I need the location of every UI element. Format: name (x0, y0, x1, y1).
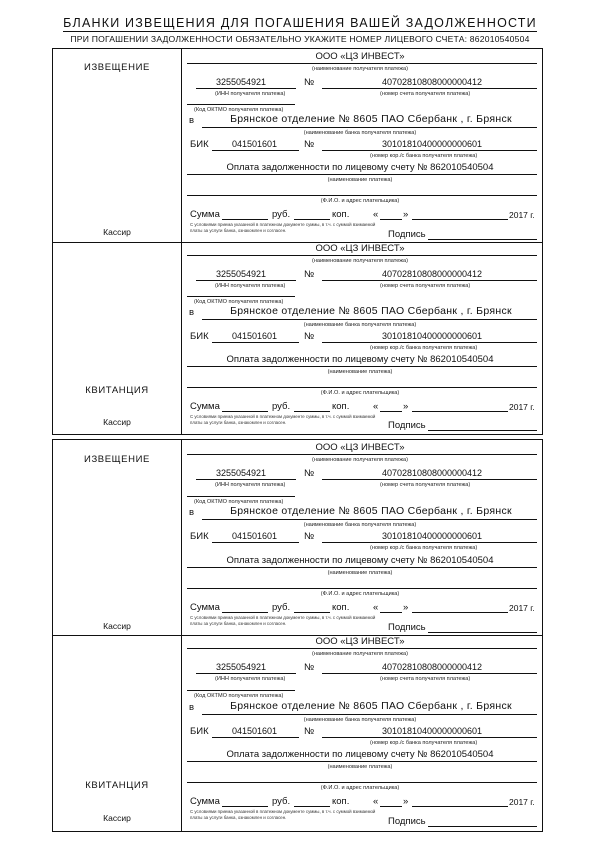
date-close: » (403, 401, 409, 412)
underline (322, 542, 537, 543)
coupon-left-panel (53, 243, 182, 435)
underline (212, 737, 299, 738)
account-value: 40702810808000000412 (381, 468, 483, 478)
cashier-label: Кассир (103, 621, 131, 631)
account-caption: (номер счета получателя платежа) (380, 482, 471, 488)
recipient-name-caption: (наименование получателя платежа) (311, 258, 409, 264)
underline (196, 280, 296, 281)
oktmo-underline (187, 296, 295, 297)
coupon-form (182, 636, 542, 832)
inn-value: 3255054921 (215, 77, 267, 87)
terms-text: С условиями приема указанной в платежном документе суммы, в т.ч. с суммой взимаемой платы за услуги банка, ознакомлен и согласен. (190, 222, 376, 233)
payer-caption: (Ф.И.О. и адрес плательщика) (320, 591, 400, 597)
recipient-name: ООО «ЦЗ ИНВЕСТ» (315, 51, 405, 62)
rub-field (222, 612, 268, 613)
kop-label: коп. (332, 209, 350, 220)
payment-name: Оплата задолженности по лицевому счету № 862010540504 (226, 162, 494, 173)
underline (187, 454, 537, 455)
receipt-coupon (53, 242, 542, 435)
year: 2017 г. (509, 603, 535, 613)
oktmo-underline (187, 690, 295, 691)
recipient-name: ООО «ЦЗ ИНВЕСТ» (315, 243, 405, 254)
underline (196, 673, 296, 674)
payment-caption: (наименование платежа) (327, 177, 393, 183)
cashier-label: Кассир (103, 417, 131, 427)
underline (196, 88, 296, 89)
notice-title: ИЗВЕЩЕНИЕ (84, 454, 150, 465)
day-field (380, 806, 402, 807)
date-close: » (403, 602, 409, 613)
recipient-name: ООО «ЦЗ ИНВЕСТ» (315, 442, 405, 453)
terms-text: С условиями приема указанной в платежном документе суммы, в т.ч. с суммой взимаемой платы за услуги банка, ознакомлен и согласен. (190, 414, 376, 425)
payment-name: Оплата задолженности по лицевому счету № 862010540504 (226, 749, 494, 760)
underline (187, 761, 537, 762)
bank-caption: (наименование банка получателя платежа) (303, 522, 417, 528)
date-close: » (403, 209, 409, 220)
bank-prefix: в (189, 507, 195, 518)
underline (322, 88, 537, 89)
corr-caption: (номер кор./с банка получателя платежа) (370, 740, 478, 746)
underline (212, 342, 299, 343)
underline (202, 127, 537, 128)
rub-field (222, 806, 268, 807)
oktmo-caption: (Код ОКТМО получателя платежа) (194, 693, 284, 699)
payment-name: Оплата задолженности по лицевому счету № 862010540504 (226, 354, 494, 365)
coupon-left-panel (53, 49, 182, 242)
underline (187, 63, 537, 64)
rub-field (222, 219, 268, 220)
oktmo-underline (187, 104, 295, 105)
signature-field (428, 239, 537, 240)
account-value: 40702810808000000412 (381, 77, 483, 87)
bik-label: БИК (190, 531, 209, 542)
page-title: БЛАНКИ ИЗВЕЩЕНИЯ ДЛЯ ПОГАШЕНИЯ ВАШЕЙ ЗАДОЛЖЕННОСТИ (63, 16, 537, 30)
kop-label: коп. (332, 401, 350, 412)
payment-caption: (наименование платежа) (327, 570, 393, 576)
corr-caption: (номер кор./с банка получателя платежа) (370, 345, 478, 351)
corr-account-value: 30101810400000000601 (381, 331, 483, 341)
month-field (412, 411, 508, 412)
kop-field (294, 219, 330, 220)
bik-value: 041501601 (231, 726, 278, 736)
inn-caption: (ИНН получателя платежа) (215, 676, 286, 682)
kop-label: коп. (332, 796, 350, 807)
number-sign: № (304, 139, 315, 150)
bank-caption: (наименование банка получателя платежа) (303, 322, 417, 328)
payer-caption: (Ф.И.О. и адрес плательщика) (320, 390, 400, 396)
receipt-title: КВИТАНЦИЯ (85, 385, 149, 396)
year: 2017 г. (509, 402, 535, 412)
underline (187, 174, 537, 175)
inn-value: 3255054921 (215, 468, 267, 478)
coupon-left-panel (53, 440, 182, 635)
bank-name: Брянское отделение № 8605 ПАО Сбербанк , г. Брянск (230, 305, 512, 317)
recipient-name-caption: (наименование получателя платежа) (311, 651, 409, 657)
account-caption: (номер счета получателя платежа) (380, 283, 471, 289)
coupon-left-panel (53, 636, 182, 832)
day-field (380, 219, 402, 220)
date-open: « (373, 401, 379, 412)
kop-field (294, 411, 330, 412)
bik-value: 041501601 (231, 331, 278, 341)
oktmo-caption: (Код ОКТМО получателя платежа) (194, 499, 284, 505)
underline (322, 150, 537, 151)
rub-label: руб. (272, 209, 291, 220)
year: 2017 г. (509, 210, 535, 220)
month-field (412, 612, 508, 613)
underline (212, 542, 299, 543)
payment-sheet-1 (52, 48, 543, 435)
inn-caption: (ИНН получателя платежа) (215, 91, 286, 97)
underline (187, 648, 537, 649)
corr-caption: (номер кор./с банка получателя платежа) (370, 153, 478, 159)
notice-title: ИЗВЕЩЕНИЕ (84, 62, 150, 73)
bank-prefix: в (189, 115, 195, 126)
account-caption: (номер счета получателя платежа) (380, 91, 471, 97)
cashier-label: Кассир (103, 227, 131, 237)
rub-label: руб. (272, 401, 291, 412)
inn-value: 3255054921 (215, 269, 267, 279)
bank-caption: (наименование банка получателя платежа) (303, 130, 417, 136)
date-open: « (373, 209, 379, 220)
underline (322, 280, 537, 281)
cashier-label: Кассир (103, 813, 131, 823)
payer-caption: (Ф.И.О. и адрес плательщика) (320, 785, 400, 791)
bank-name: Брянское отделение № 8605 ПАО Сбербанк , г. Брянск (230, 505, 512, 517)
number-sign: № (304, 662, 315, 673)
signature-field (428, 430, 537, 431)
signature-field (428, 826, 537, 827)
month-field (412, 806, 508, 807)
underline (187, 255, 537, 256)
coupon-form (182, 243, 542, 435)
date-open: « (373, 602, 379, 613)
number-sign: № (304, 468, 315, 479)
underline (322, 479, 537, 480)
number-sign: № (304, 77, 315, 88)
payer-caption: (Ф.И.О. и адрес плательщика) (320, 198, 400, 204)
account-value: 40702810808000000412 (381, 269, 483, 279)
day-field (380, 411, 402, 412)
bank-caption: (наименование банка получателя платежа) (303, 717, 417, 723)
rub-label: руб. (272, 796, 291, 807)
bank-name: Брянское отделение № 8605 ПАО Сбербанк , г. Брянск (230, 113, 512, 125)
signature-label: Подпись (388, 229, 426, 240)
corr-account-value: 30101810400000000601 (381, 726, 483, 736)
bik-label: БИК (190, 726, 209, 737)
payer-underline (187, 387, 537, 388)
payment-caption: (наименование платежа) (327, 764, 393, 770)
underline (187, 567, 537, 568)
corr-caption: (номер кор./с банка получателя платежа) (370, 545, 478, 551)
kop-field (294, 612, 330, 613)
bik-value: 041501601 (231, 139, 278, 149)
underline (187, 366, 537, 367)
underline (202, 714, 537, 715)
sum-label: Сумма (190, 602, 220, 613)
account-value: 40702810808000000412 (381, 662, 483, 672)
bik-value: 041501601 (231, 531, 278, 541)
coupon-form (182, 49, 542, 242)
sum-label: Сумма (190, 401, 220, 412)
day-field (380, 612, 402, 613)
signature-label: Подпись (388, 622, 426, 633)
rub-field (222, 411, 268, 412)
inn-caption: (ИНН получателя платежа) (215, 482, 286, 488)
underline (202, 519, 537, 520)
payer-underline (187, 588, 537, 589)
kop-field (294, 806, 330, 807)
underline (202, 319, 537, 320)
underline (322, 673, 537, 674)
signature-label: Подпись (388, 816, 426, 827)
account-caption: (номер счета получателя платежа) (380, 676, 471, 682)
underline (322, 737, 537, 738)
kop-label: коп. (332, 602, 350, 613)
recipient-name: ООО «ЦЗ ИНВЕСТ» (315, 636, 405, 647)
payment-caption: (наименование платежа) (327, 369, 393, 375)
bik-label: БИК (190, 139, 209, 150)
payer-underline (187, 782, 537, 783)
bank-prefix: в (189, 307, 195, 318)
bank-prefix: в (189, 702, 195, 713)
number-sign: № (304, 531, 315, 542)
rub-label: руб. (272, 602, 291, 613)
inn-value: 3255054921 (215, 662, 267, 672)
recipient-name-caption: (наименование получателя платежа) (311, 66, 409, 72)
year: 2017 г. (509, 797, 535, 807)
month-field (412, 219, 508, 220)
oktmo-underline (187, 496, 295, 497)
terms-text: С условиями приема указанной в платежном документе суммы, в т.ч. с суммой взимаемой платы за услуги банка, ознакомлен и согласен. (190, 615, 376, 626)
bank-name: Брянское отделение № 8605 ПАО Сбербанк , г. Брянск (230, 700, 512, 712)
corr-account-value: 30101810400000000601 (381, 139, 483, 149)
bik-label: БИК (190, 331, 209, 342)
coupon-form (182, 440, 542, 635)
underline (322, 342, 537, 343)
inn-caption: (ИНН получателя платежа) (215, 283, 286, 289)
signature-field (428, 632, 537, 633)
notice-coupon (53, 49, 542, 242)
number-sign: № (304, 331, 315, 342)
sum-label: Сумма (190, 209, 220, 220)
receipt-coupon (53, 635, 542, 832)
oktmo-caption: (Код ОКТМО получателя платежа) (194, 107, 284, 113)
terms-text: С условиями приема указанной в платежном документе суммы, в т.ч. с суммой взимаемой платы за услуги банка, ознакомлен и согласен. (190, 809, 376, 820)
payment-name: Оплата задолженности по лицевому счету № 862010540504 (226, 555, 494, 566)
date-close: » (403, 796, 409, 807)
sum-label: Сумма (190, 796, 220, 807)
page-subtitle: ПРИ ПОГАШЕНИИ ЗАДОЛЖЕННОСТИ ОБЯЗАТЕЛЬНО УКАЖИТЕ НОМЕР ЛИЦЕВОГО СЧЕТА: 862010540504 (70, 34, 530, 44)
number-sign: № (304, 726, 315, 737)
underline (196, 479, 296, 480)
number-sign: № (304, 269, 315, 280)
corr-account-value: 30101810400000000601 (381, 531, 483, 541)
oktmo-caption: (Код ОКТМО получателя платежа) (194, 299, 284, 305)
payment-sheet-2 (52, 439, 543, 832)
receipt-title: КВИТАНЦИЯ (85, 780, 149, 791)
recipient-name-caption: (наименование получателя платежа) (311, 457, 409, 463)
payer-underline (187, 195, 537, 196)
date-open: « (373, 796, 379, 807)
notice-coupon (53, 440, 542, 635)
underline (212, 150, 299, 151)
signature-label: Подпись (388, 420, 426, 431)
